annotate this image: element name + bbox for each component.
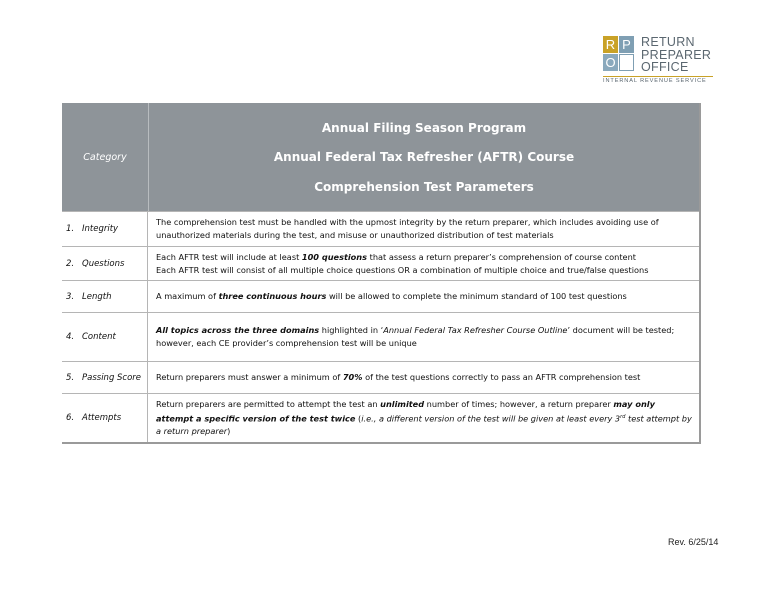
description-line: The comprehension test must be handled with the upmost integrity by the return preparer, which includes avoiding use of [156, 217, 659, 227]
emphasis-text: unlimited [380, 398, 425, 409]
table-row-integrity [62, 211, 699, 246]
emphasis-text: may only [613, 398, 655, 409]
description-cell [148, 281, 699, 312]
category-label: Content [82, 332, 116, 342]
description-line [156, 398, 693, 411]
logo-line-3: OFFICE [641, 60, 689, 74]
row-number: 1. [66, 224, 75, 234]
logo-line-2: PREPARER [641, 47, 712, 62]
emphasis-text: 100 questions [301, 251, 368, 262]
text-run: ) [227, 426, 231, 437]
category-cell [62, 281, 148, 312]
category-cell [62, 313, 148, 361]
description-line [156, 324, 693, 337]
table-row-questions [62, 246, 699, 280]
text-run: highlighted in ‘ [319, 325, 384, 335]
table-title [149, 103, 699, 211]
logo-subtitle: INTERNAL REVENUE SERVICE [603, 76, 713, 84]
category-cell [62, 362, 148, 393]
description-line: unauthorized materials during the test, and misuse or unauthorized distribution of test materials [156, 230, 554, 240]
table-row-length [62, 280, 699, 312]
category-cell [62, 394, 148, 442]
description-cell [148, 394, 699, 442]
text-run: A maximum of [156, 291, 219, 301]
description-line [156, 251, 693, 264]
italic-text: test attempt by [625, 413, 692, 424]
row-number: 4. [66, 332, 75, 342]
text-run: of the test questions correctly to pass an AFTR comprehension test [362, 372, 641, 382]
logo-letter-o: O [603, 54, 618, 71]
logo-letter-p: P [619, 36, 634, 53]
row-number: 2. [66, 258, 75, 269]
emphasis-text: 70% [342, 372, 363, 382]
table-row-attempts [62, 393, 699, 442]
text-run: will be allowed to complete the minimum standard of 100 test questions [326, 291, 627, 301]
text-run: ( [355, 413, 362, 424]
italic-text: a return preparer [156, 426, 228, 437]
category-label: Questions [82, 258, 125, 269]
category-cell [62, 212, 148, 246]
description-line [156, 425, 693, 438]
row-number: 3. [66, 291, 75, 302]
logo-blank-square [619, 54, 634, 71]
return-preparer-office-logo [603, 36, 713, 86]
text-run: ’ document will be tested; [567, 325, 675, 335]
description-line: Each AFTR test will consist of all multiple choice questions OR a combination of multiple choice and true/false questions [156, 264, 649, 275]
category-column-header: Category [62, 103, 149, 211]
description-line: however, each CE provider’s comprehension test will be unique [156, 338, 417, 348]
description-cell [148, 362, 699, 393]
title-line-1: Annual Filing Season Program [321, 120, 527, 135]
emphasis-text: All topics across the three domains [156, 325, 320, 335]
ordinal-superscript: rd [620, 413, 626, 420]
logo-mark [603, 36, 635, 72]
description-line [156, 290, 693, 303]
description-cell [148, 313, 699, 361]
category-label: Attempts [82, 413, 122, 423]
description-line [156, 411, 693, 426]
document-title: Annual Federal Tax Refresher Course Outline [383, 325, 568, 335]
category-label: Integrity [82, 224, 119, 234]
category-cell [62, 247, 148, 280]
description-cell [148, 212, 699, 246]
italic-text: i.e., a different version of the test will be given at least every 3 [361, 413, 621, 424]
logo-wordmark [641, 36, 711, 74]
text-run: that assess a return preparer’s comprehension of course content [367, 251, 636, 262]
emphasis-text: attempt a specific version of the test twice [156, 413, 356, 424]
table-row-passing-score [62, 361, 699, 393]
revision-date: Rev. 6/25/14 [668, 537, 719, 547]
comprehension-test-parameters-table [62, 103, 701, 444]
title-line-2: Annual Federal Tax Refresher (AFTR) Course [273, 150, 575, 164]
description-line [156, 371, 693, 384]
category-label: Passing Score [82, 372, 142, 383]
emphasis-text: three continuous hours [218, 291, 327, 301]
text-run: Return preparers are permitted to attempt the test an [156, 398, 381, 409]
table-header [62, 103, 699, 211]
title-line-3: Comprehension Test Parameters [314, 179, 534, 194]
row-number: 5. [66, 372, 75, 383]
row-number: 6. [66, 413, 75, 423]
description-cell [148, 247, 699, 280]
logo-letter-r: R [603, 36, 618, 53]
table-row-content [62, 312, 699, 361]
text-run: number of times; however, a return preparer [424, 398, 614, 409]
text-run: Return preparers must answer a minimum of [156, 372, 343, 382]
category-label: Length [82, 291, 112, 302]
text-run: Each AFTR test will include at least [156, 251, 302, 262]
logo-line-1: RETURN [641, 35, 695, 49]
